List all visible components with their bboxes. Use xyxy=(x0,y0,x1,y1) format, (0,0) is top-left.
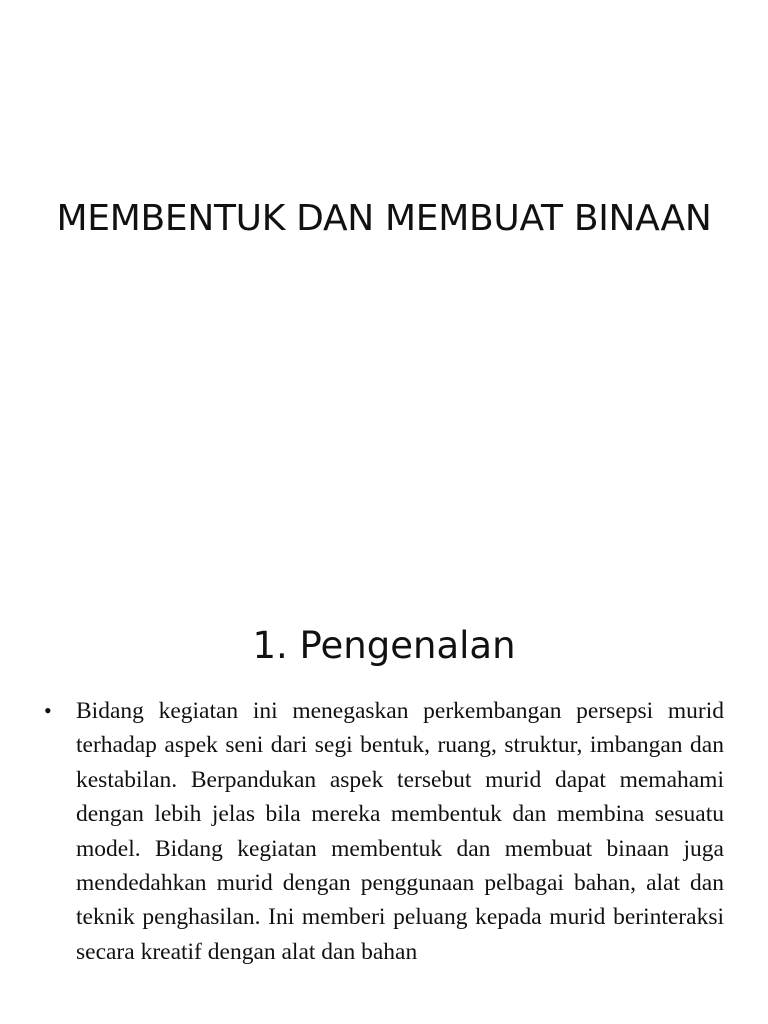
section-heading: 1. Pengenalan xyxy=(252,624,516,667)
bullet-marker-icon: • xyxy=(44,698,52,723)
bullet-paragraph: Bidang kegiatan ini menegaskan perkembangan persepsi murid terhadap aspek seni dari segi bentuk, ruang, struktur, imbangan dan kestabilan. Berpandukan aspek tersebut murid dapat memahami dengan lebih jelas bila mereka membentuk dan membina sesuatu model. Bidang kegiatan membentuk dan membuat binaan juga mendedahkan murid dengan penggunaan pelbagai bahan, alat dan teknik penghasilan. Ini memberi peluang kepada murid berinteraksi secara kreatif dengan alat dan bahan xyxy=(76,698,724,965)
content-slide xyxy=(0,590,768,1024)
bullet-item xyxy=(44,694,724,969)
slide-title: MEMBENTUK DAN MEMBUAT BINAAN xyxy=(56,198,712,239)
